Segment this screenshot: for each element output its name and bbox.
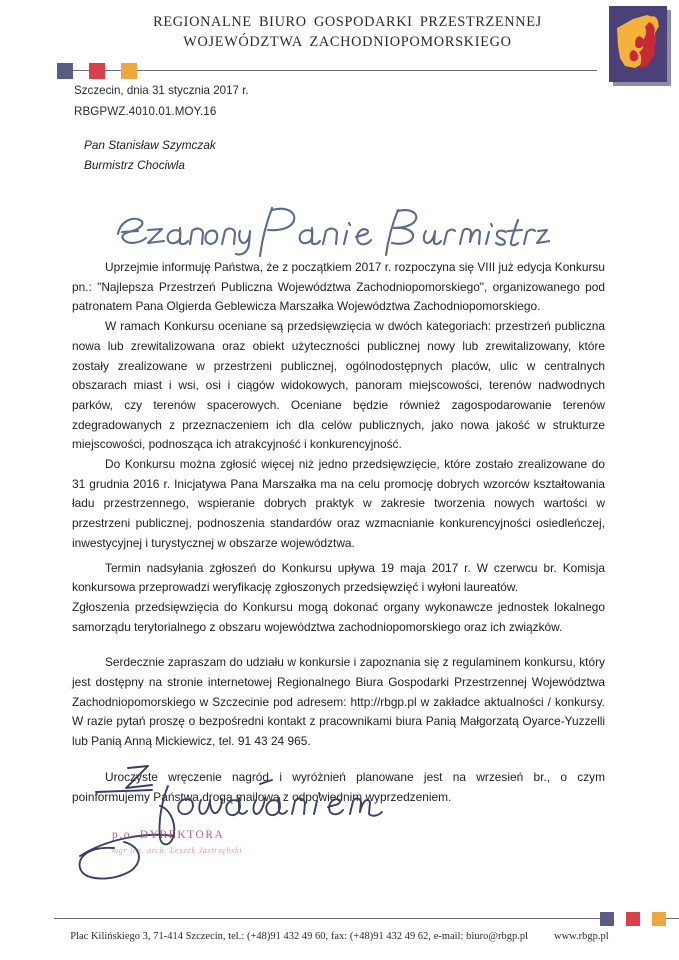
accent-square-red <box>89 63 105 79</box>
signature-block <box>56 760 386 880</box>
footer-contact <box>0 931 679 942</box>
footer-divider-line-right <box>666 918 679 919</box>
body-paragraph-2: W ramach Konkursu oceniane są przedsięwzięcia w dwóch kategoriach: przestrzeń publiczna nowa lub zrewitalizowana oraz obiekt użyteczności publicznej nowy lub zrewitalizowany, które zostały zrealizowane w przestrzeni publicznej, ogólnodostępnych placów, ulic w centralnych obszarach miast i wsi, osi i ciągów widokowych, panoram miejscowości, terenów nadwodnych parków, czy terenów spacerowych. Oceniane będzie również zagospodarowanie terenów zdegradowanych z przeznaczeniem ich dla celów publicznych, jako nowa jakość w strukturze miejscowości, podnosząca ich atrakcyjność i konkurencyjność. <box>72 319 605 452</box>
reference-number: RBGPWZ.4010.01.MOY.16 <box>74 105 217 118</box>
crest-plate <box>609 6 667 82</box>
organization-title-line1: REGIONALNE BIURO GOSPODARKI PRZESTRZENNEJ <box>153 14 542 30</box>
addressee-title: Burmistrz Chociwla <box>84 158 185 172</box>
accent-square-amber <box>121 63 137 79</box>
footer-accent-square-amber <box>652 912 666 926</box>
footer <box>0 905 679 960</box>
body-paragraph-4: Termin nadsyłania zgłoszeń do Konkursu upływa 19 maja 2017 r. W czerwcu br. Komisja konkursowa przeprowadzi weryfikację zgłoszonych przedsięwzięć i wyłoni laureatów. <box>72 560 605 595</box>
addressee-name: Pan Stanisław Szymczak <box>84 138 216 152</box>
footer-accent-square-purple <box>600 912 614 926</box>
header-rule-row <box>57 61 597 81</box>
footer-divider-line <box>54 918 610 919</box>
body-paragraph-7: Uroczyste wręczenie nagród i wyróżnień planowane jest na wrzesień br., o czym poinformujemy Państwa drogą mailową z odpowiednim wyprzedzeniem. <box>72 769 605 804</box>
footer-website: www.rbgp.pl <box>554 931 609 942</box>
footer-address: Plac Kilińskiego 3, 71-414 Szczecin, tel.: (+48)91 432 49 60, fax: (+48)91 432 49 62, e-mail: biuro@rbgp.pl <box>70 931 529 942</box>
accent-square-purple <box>57 63 73 79</box>
body-paragraph-3: Do Konkursu można zgłosić więcej niż jedno przedsięwzięcie, które zostało zrealizowane do 31 grudnia 2016 r. Inicjatywa Pana Marszałka ma na celu promocję dobrych wzorców kształtowania ładu przestrzennego, wspieranie dobrych praktyk w zakresie tworzenia nowych wartości w przestrzeni publicznej, podnoszenia standardów oraz wzmacnianie konkurencyjności osiedleńczej, inwestycyjnej i turystycznej w obszarze województwa. <box>72 457 605 550</box>
header-divider-line <box>57 70 597 71</box>
stamp-name-text: mgr inż. arch. Leszek Jastrzębski <box>112 846 243 855</box>
body-paragraph-5: Zgłoszenia przedsięwzięcia do Konkursu mogą dokonać organy wykonawcze jednostek lokalnego samorządu terytorialnego z obszaru województwa zachodniopomorskiego oraz ich związków. <box>72 599 605 634</box>
organization-title-line2: WOJEWÓDZTWA ZACHODNIOPOMORSKIEGO <box>183 33 512 50</box>
addressee-block <box>84 135 216 175</box>
director-stamp <box>112 829 242 855</box>
body-paragraph-6: Serdecznie zapraszam do udziału w konkursie i zapoznania się z regulaminem konkursu, który jest dostępny na stronie internetowej Regionalnego Biura Gospodarki Przestrzennej Województwa Zachodniopomorskiego w Szczecinie pod adresem: http://rbgp.pl w zakładce aktualności / konkursy. W razie pytań proszę o bezpośredni kontakt z pracownikami biura Panią Małgorzatą Oyarce-Yuzzelli lub Panią Anną Mickiewicz, tel. 91 43 24 965. <box>72 655 605 749</box>
organization-title <box>95 13 600 52</box>
stamp-role-text: p.o. DYREKTORA <box>112 829 225 841</box>
footer-accent-square-red <box>626 912 640 926</box>
letter-meta <box>74 80 249 122</box>
place-and-date: Szczecin, dnia 31 stycznia 2017 r. <box>74 84 249 97</box>
griffin-crest-icon <box>609 6 671 86</box>
body-paragraph-1: Uprzejmie informuję Państwa, że z początkiem 2017 r. rozpoczyna się VIII już edycja Konkursu pn.: "Najlepsza Przestrzeń Publiczna Województwa Zachodniopomorskiego", organizowanego pod patronatem Pana Olgierda Geblewicza Marszałka Województwa Zachodniopomorskiego. <box>72 260 605 314</box>
handwritten-salutation <box>110 198 550 260</box>
letter-body <box>72 258 605 807</box>
